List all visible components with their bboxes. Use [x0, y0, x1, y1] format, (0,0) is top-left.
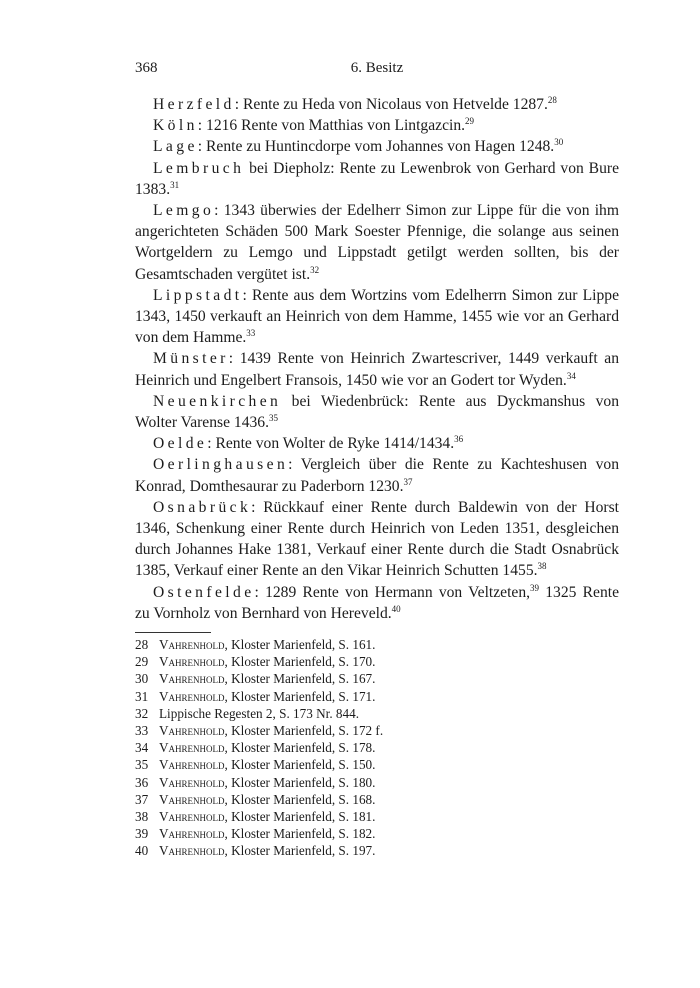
footnote-author: Vahrenhold	[159, 843, 225, 859]
paragraph-text: 1289 Rente von Hermann von Veltzeten,	[258, 583, 531, 601]
footnote-author: Vahrenhold	[159, 740, 225, 756]
footnote-separator	[135, 632, 211, 633]
footnote-text: , Kloster Marienfeld, S. 172 f.	[224, 723, 384, 739]
footnote	[135, 791, 619, 808]
footnote-author: Vahrenhold	[159, 774, 225, 790]
separator: :	[228, 350, 234, 368]
separator: :	[214, 202, 219, 220]
footnote-text: , Kloster Marienfeld, S. 150.	[224, 757, 376, 773]
paragraph-text: 1343 überwies der Edelherr Simon zur Lippe für die von ihm angerichteten Schäden 500 Mark Soester Pfennige, die solange aus seinen Wortgeldern zu Lemgo und Lippstadt getilgt werden sollten, bis der Gesamtschaden vergütet ist.	[135, 202, 619, 283]
separator: :	[242, 286, 247, 304]
separator: :	[288, 456, 293, 474]
place-name: Ostenfelde	[153, 583, 255, 601]
footnote-number: 40	[135, 843, 149, 859]
separator: :	[197, 117, 203, 135]
footnote-ref: 38	[537, 561, 547, 572]
footnote-author: Vahrenhold	[159, 723, 225, 739]
body-paragraph	[135, 433, 619, 454]
separator: :	[254, 583, 259, 601]
footnote-text: , Kloster Marienfeld, S. 178.	[224, 740, 376, 756]
running-title: 6. Besitz	[350, 60, 404, 76]
body-paragraph	[135, 158, 619, 200]
footnote-text: , Kloster Marienfeld, S. 161.	[224, 637, 376, 652]
paragraph-text: bei Wiedenbrück: Rente aus Dyckmanshus von Wolter Varense 1436.	[135, 392, 619, 432]
place-name: Münster	[153, 350, 229, 368]
footnote-number: 38	[135, 809, 149, 825]
footnote-number: 37	[135, 791, 149, 807]
footnote-ref: 34	[566, 370, 576, 381]
place-name: Lage	[153, 138, 198, 156]
footnote-text: , Kloster Marienfeld, S. 167.	[224, 671, 376, 687]
paragraph-text: Rente zu Heda von Nicolaus von Hetvelde 1287.	[239, 96, 548, 113]
footnote-number: 29	[135, 654, 149, 670]
body-paragraph	[135, 136, 619, 157]
place-name: Lemgo	[153, 202, 215, 220]
footnote-author: Vahrenhold	[159, 637, 225, 652]
place-name: Oelde	[153, 435, 208, 453]
footnote-ref: 37	[403, 476, 413, 487]
body-paragraph	[135, 582, 619, 624]
footnote-ref: 33	[246, 328, 256, 339]
paragraph-text: 1216 Rente von Matthias von Lintgazcin.	[202, 117, 466, 135]
body-paragraph	[135, 200, 619, 285]
footnote-number: 35	[135, 757, 149, 773]
footnote	[135, 842, 619, 859]
separator: :	[251, 498, 256, 516]
footnote-ref: 39	[530, 582, 540, 593]
body-text	[135, 94, 619, 624]
page-header	[135, 60, 619, 82]
body-paragraph	[135, 348, 619, 390]
footnote-number: 33	[135, 723, 149, 739]
footnote-ref: 36	[454, 434, 464, 445]
footnote-text: , Kloster Marienfeld, S. 181.	[224, 809, 376, 825]
footnote-text: , Kloster Marienfeld, S. 182.	[224, 826, 376, 842]
footnote	[135, 688, 619, 705]
separator: :	[197, 138, 203, 156]
paragraph-text: Rente von Wolter de Ryke 1414/1434.	[211, 435, 455, 453]
footnote-number: 30	[135, 671, 149, 687]
body-paragraph	[135, 391, 619, 433]
footnote	[135, 670, 619, 687]
body-paragraph	[135, 497, 619, 582]
footnote-ref: 40	[391, 603, 401, 614]
footnote-ref: 29	[465, 116, 475, 127]
footnote-text: Lippische Regesten 2, S. 173 Nr. 844.	[159, 705, 359, 721]
place-name: Lembruch	[153, 159, 245, 177]
footnote	[135, 774, 619, 791]
footnote-text: , Kloster Marienfeld, S. 171.	[224, 688, 376, 704]
paragraph-text: Rente zu Huntincdorpe vom Johannes von Hagen 1248.	[202, 138, 555, 156]
footnotes	[135, 636, 619, 860]
footnote-number: 28	[135, 637, 149, 652]
place-name: Köln	[153, 117, 198, 135]
footnote-author: Vahrenhold	[159, 688, 225, 704]
footnote	[135, 808, 619, 825]
paragraph-text: bei Diepholz: Rente zu Lewenbrok von Gerhard von Bure 1383.	[135, 159, 619, 198]
paragraph-text: 1439 Rente von Heinrich Zwartescriver, 1449 verkauft an Heinrich und Engelbert Fransois, 1450 wie vor an Godert tor Wyden.	[135, 350, 619, 389]
footnote	[135, 705, 619, 722]
footnote	[135, 722, 619, 739]
footnote-number: 32	[135, 705, 149, 721]
footnote	[135, 636, 619, 653]
paragraph-text: Rente aus dem Wortzins vom Edelherrn Simon zur Lippe 1343, 1450 verkauft an Heinrich von dem Hamme, 1455 wie vor an Gerhard von dem Hamme.	[135, 286, 619, 347]
footnote-author: Vahrenhold	[159, 791, 225, 807]
footnote-text: , Kloster Marienfeld, S. 180.	[224, 774, 376, 790]
footnote-ref: 31	[170, 179, 180, 190]
footnote-ref: 35	[269, 413, 278, 424]
place-name: Osnabrück	[153, 498, 252, 516]
footnote-ref: 30	[554, 137, 564, 148]
separator: :	[207, 435, 212, 453]
footnote-author: Vahrenhold	[159, 671, 225, 687]
footnote-number: 34	[135, 740, 149, 756]
footnote-author: Vahrenhold	[159, 809, 225, 825]
footnote-author: Vahrenhold	[159, 826, 225, 842]
footnote-text: , Kloster Marienfeld, S. 170.	[224, 654, 376, 670]
place-name: Neuenkirchen	[153, 392, 282, 410]
footnote-number: 31	[135, 688, 149, 704]
footnote-text: , Kloster Marienfeld, S. 168.	[224, 791, 376, 807]
footnote-ref: 28	[547, 95, 557, 105]
footnote	[135, 756, 619, 773]
footnote-ref: 32	[310, 264, 320, 275]
footnote	[135, 653, 619, 670]
footnote-author: Vahrenhold	[159, 757, 225, 773]
footnote-author: Vahrenhold	[159, 654, 225, 670]
place-name: Oerlinghausen	[153, 456, 289, 474]
page-number: 368	[135, 60, 158, 76]
paragraph-text: 1325 Rente zu Vornholz von Bernhard von Hereveld.	[135, 583, 619, 622]
footnote-number: 36	[135, 774, 149, 790]
body-paragraph	[135, 115, 619, 136]
body-paragraph	[135, 94, 619, 115]
separator: :	[234, 96, 240, 113]
place-name: Lippstadt	[153, 286, 243, 304]
footnote-number: 39	[135, 826, 149, 842]
place-name: Herzfeld	[153, 96, 235, 113]
body-paragraph	[135, 454, 619, 496]
footnote	[135, 739, 619, 756]
footnote	[135, 825, 619, 842]
paragraph-text: Vergleich über die Rente zu Kachteshusen von Konrad, Domthesaurar zu Paderborn 1230.	[135, 456, 619, 495]
paragraph-text: Rückkauf einer Rente durch Baldewin von der Horst 1346, Schenkung einer Rente durch Heinrich von Leden 1351, desgleichen durch Johannes Hake 1381, Verkauf einer Rente durch die Stadt Osnabrück 1385, Verkauf einer Rente an den Vikar Heinrich Schutten 1455.	[135, 498, 619, 580]
footnote-text: , Kloster Marienfeld, S. 197.	[224, 843, 376, 859]
body-paragraph	[135, 285, 619, 349]
